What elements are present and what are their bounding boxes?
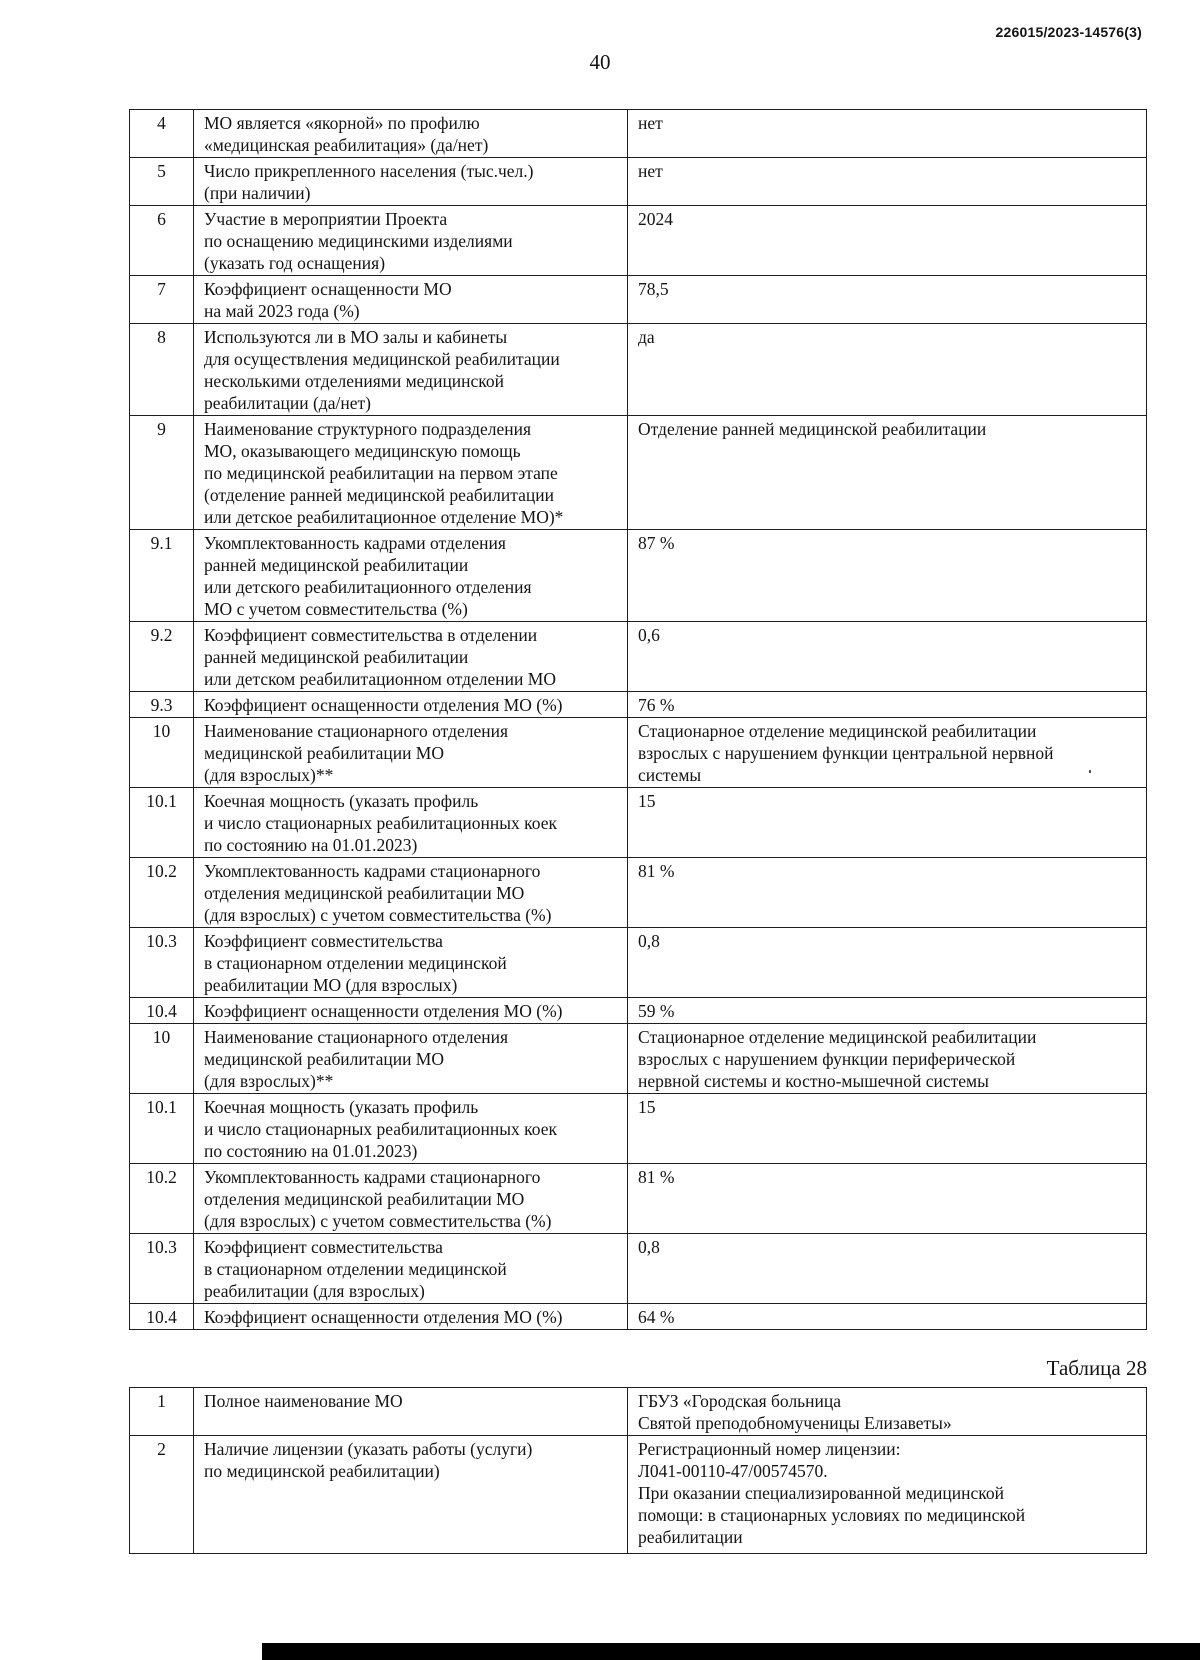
row-number-cell: 10.2 xyxy=(130,1164,194,1234)
row-label-cell: Коечная мощность (указать профиль и число стационарных реабилитационных коек по состоянию на 01.01.2023) xyxy=(194,1094,628,1164)
row-number-cell: 6 xyxy=(130,206,194,276)
table-row xyxy=(130,276,1147,324)
row-number-cell: 10 xyxy=(130,1024,194,1094)
row-number-cell: 2 xyxy=(130,1436,194,1554)
row-label-cell: Коэффициент оснащенности МО на май 2023 года (%) xyxy=(194,276,628,324)
row-number-cell: 10.2 xyxy=(130,858,194,928)
row-number-cell: 9.2 xyxy=(130,622,194,692)
row-value-cell: 2024 xyxy=(628,206,1147,276)
row-value-cell: 78,5 xyxy=(628,276,1147,324)
row-value-cell: 81 % xyxy=(628,1164,1147,1234)
row-value-cell: 15 xyxy=(628,1094,1147,1164)
row-label-cell: МО является «якорной» по профилю «медицинская реабилитация» (да/нет) xyxy=(194,110,628,158)
row-label-cell: Коэффициент оснащенности отделения МО (%) xyxy=(194,1304,628,1330)
row-label-cell: Число прикрепленного населения (тыс.чел.) (при наличии) xyxy=(194,158,628,206)
row-number-cell: 10 xyxy=(130,718,194,788)
table-row xyxy=(130,324,1147,416)
table-row xyxy=(130,530,1147,622)
table-28 xyxy=(129,1387,1147,1554)
row-value-cell: Стационарное отделение медицинской реабилитации взрослых с нарушением функции центральной нервной системы xyxy=(628,718,1147,788)
row-value-cell: Стационарное отделение медицинской реабилитации взрослых с нарушением функции периферической нервной системы и костно-мышечной системы xyxy=(628,1024,1147,1094)
table-row xyxy=(130,998,1147,1024)
main-table-body xyxy=(130,110,1147,1330)
table-row xyxy=(130,1436,1147,1554)
row-label-cell: Наименование стационарного отделения медицинской реабилитации МО (для взрослых)** xyxy=(194,1024,628,1094)
row-label-cell: Наименование стационарного отделения медицинской реабилитации МО (для взрослых)** xyxy=(194,718,628,788)
row-label-cell: Укомплектованность кадрами отделения ранней медицинской реабилитации или детского реабилитационного отделения МО с учетом совместительства (%) xyxy=(194,530,628,622)
row-label-cell: Коечная мощность (указать профиль и число стационарных реабилитационных коек по состоянию на 01.01.2023) xyxy=(194,788,628,858)
table-row xyxy=(130,158,1147,206)
scan-speck xyxy=(1089,770,1091,773)
row-number-cell: 5 xyxy=(130,158,194,206)
scan-edge-bar xyxy=(262,1643,1200,1660)
table-row xyxy=(130,718,1147,788)
table-row xyxy=(130,110,1147,158)
row-number-cell: 10.1 xyxy=(130,788,194,858)
page-number: 40 xyxy=(589,50,611,74)
row-value-cell: 15 xyxy=(628,788,1147,858)
row-value-cell: нет xyxy=(628,110,1147,158)
row-value-cell: 76 % xyxy=(628,692,1147,718)
table-row xyxy=(130,858,1147,928)
row-label-cell: Коэффициент оснащенности отделения МО (%) xyxy=(194,692,628,718)
main-info-table xyxy=(129,109,1147,1330)
row-number-cell: 7 xyxy=(130,276,194,324)
row-label-cell: Коэффициент совместительства в стационарном отделении медицинской реабилитации МО (для взрослых) xyxy=(194,928,628,998)
table-row xyxy=(130,206,1147,276)
row-value-cell: да xyxy=(628,324,1147,416)
row-label-cell: Коэффициент оснащенности отделения МО (%) xyxy=(194,998,628,1024)
table-row xyxy=(130,1024,1147,1094)
row-value-cell: 0,6 xyxy=(628,622,1147,692)
row-label-cell: Участие в мероприятии Проекта по оснащению медицинскими изделиями (указать год оснащения) xyxy=(194,206,628,276)
row-label-cell: Используются ли в МО залы и кабинеты для осуществления медицинской реабилитации несколькими отделениями медицинской реабилитации (да/нет) xyxy=(194,324,628,416)
table-row xyxy=(130,416,1147,530)
table-row xyxy=(130,622,1147,692)
table-row xyxy=(130,1094,1147,1164)
row-value-cell: Регистрационный номер лицензии: Л041-00110-47/00574570. При оказании специализированной медицинской помощи: в стационарных условиях по медицинской реабилитации xyxy=(628,1436,1147,1554)
row-value-cell: 64 % xyxy=(628,1304,1147,1330)
row-value-cell: 0,8 xyxy=(628,1234,1147,1304)
row-label-cell: Наименование структурного подразделения МО, оказывающего медицинскую помощь по медицинской реабилитации на первом этапе (отделение ранней медицинской реабилитации или детское реабилитационное отделение МО)* xyxy=(194,416,628,530)
row-label-cell: Укомплектованность кадрами стационарного отделения медицинской реабилитации МО (для взрослых) с учетом совместительства (%) xyxy=(194,1164,628,1234)
row-value-cell: 59 % xyxy=(628,998,1147,1024)
row-number-cell: 10.3 xyxy=(130,928,194,998)
table-row xyxy=(130,1304,1147,1330)
table-row xyxy=(130,692,1147,718)
row-label-cell: Укомплектованность кадрами стационарного отделения медицинской реабилитации МО (для взрослых) с учетом совместительства (%) xyxy=(194,858,628,928)
row-label-cell: Коэффициент совместительства в стационарном отделении медицинской реабилитации (для взрослых) xyxy=(194,1234,628,1304)
row-value-cell: 87 % xyxy=(628,530,1147,622)
row-label-cell: Коэффициент совместительства в отделении ранней медицинской реабилитации или детском реабилитационном отделении МО xyxy=(194,622,628,692)
row-number-cell: 4 xyxy=(130,110,194,158)
row-value-cell: нет xyxy=(628,158,1147,206)
table-28-body xyxy=(130,1388,1147,1554)
row-number-cell: 1 xyxy=(130,1388,194,1436)
row-label-cell: Наличие лицензии (указать работы (услуги) по медицинской реабилитации) xyxy=(194,1436,628,1554)
row-number-cell: 10.3 xyxy=(130,1234,194,1304)
table-row xyxy=(130,1234,1147,1304)
document-registration-number: 226015/2023-14576(3) xyxy=(995,24,1142,40)
table-row xyxy=(130,928,1147,998)
table-row xyxy=(130,1388,1147,1436)
row-value-cell: 0,8 xyxy=(628,928,1147,998)
row-number-cell: 9.3 xyxy=(130,692,194,718)
row-label-cell: Полное наименование МО xyxy=(194,1388,628,1436)
table-row xyxy=(130,788,1147,858)
row-number-cell: 8 xyxy=(130,324,194,416)
row-number-cell: 10.4 xyxy=(130,1304,194,1330)
row-value-cell: ГБУЗ «Городская больница Святой преподобномученицы Елизаветы» xyxy=(628,1388,1147,1436)
row-number-cell: 9 xyxy=(130,416,194,530)
row-number-cell: 9.1 xyxy=(130,530,194,622)
row-value-cell: Отделение ранней медицинской реабилитации xyxy=(628,416,1147,530)
table-row xyxy=(130,1164,1147,1234)
row-number-cell: 10.1 xyxy=(130,1094,194,1164)
row-value-cell: 81 % xyxy=(628,858,1147,928)
row-number-cell: 10.4 xyxy=(130,998,194,1024)
table-28-caption: Таблица 28 xyxy=(1046,1356,1147,1380)
